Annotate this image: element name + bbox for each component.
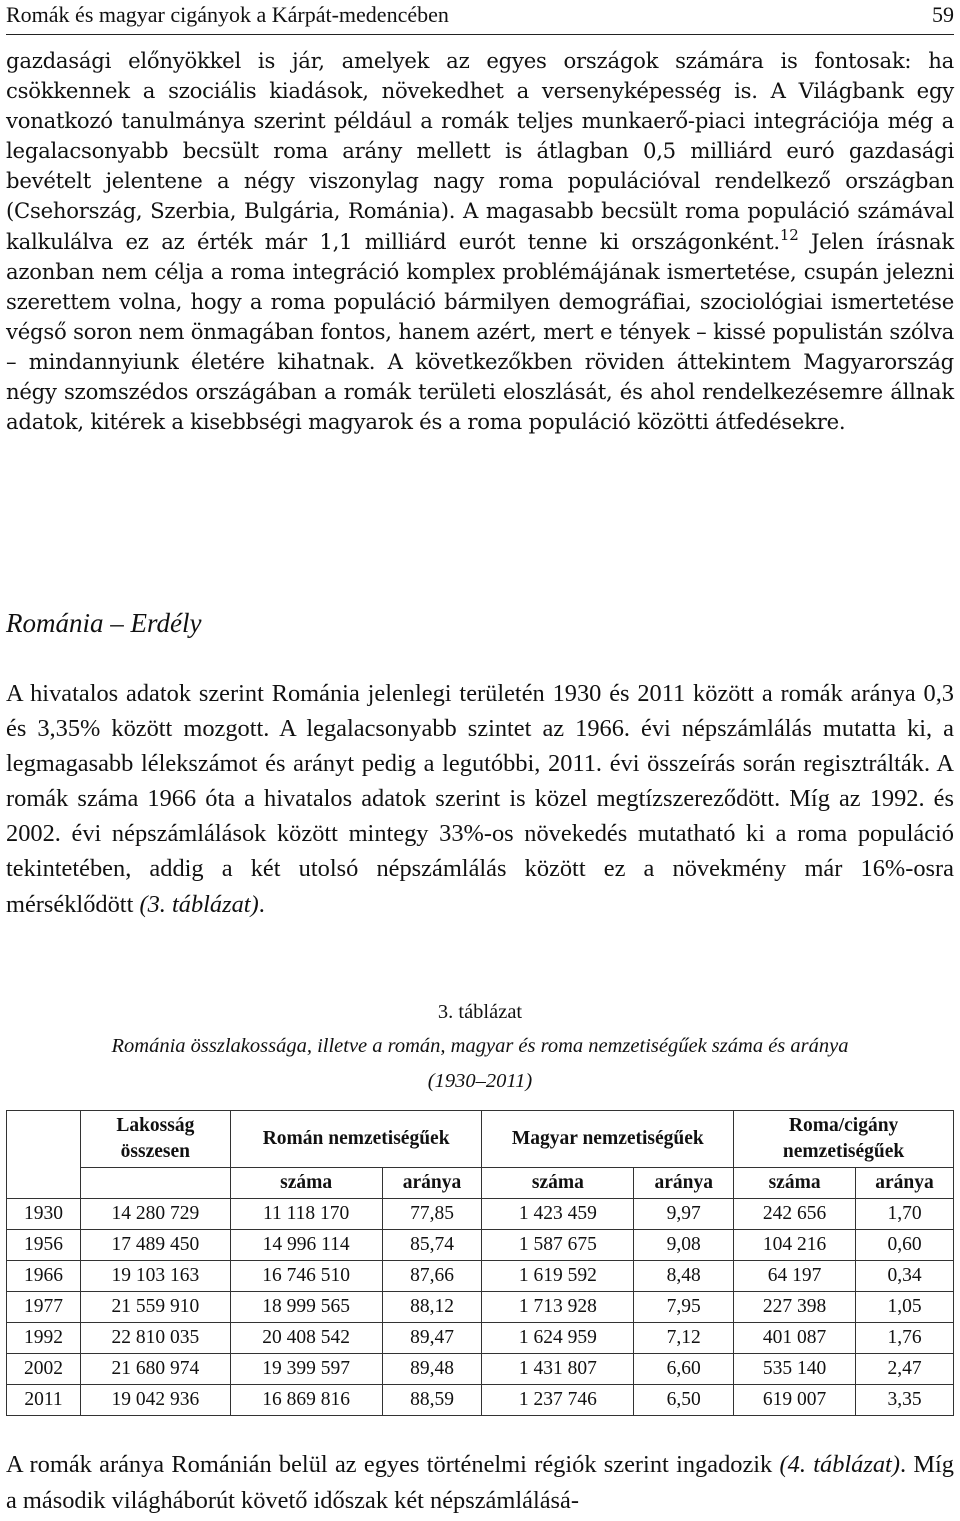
roma-header-line-2: nemzetiségűek: [782, 1141, 905, 1162]
table-cell: 7,12: [634, 1323, 734, 1354]
table-row: [7, 1385, 954, 1416]
table-reference: (3. táblázat): [139, 890, 259, 918]
table-cell: 77,85: [382, 1199, 482, 1230]
table-cell: 1 624 959: [482, 1323, 634, 1354]
table-cell: 8,48: [634, 1261, 734, 1292]
table-cell: 242 656: [734, 1199, 856, 1230]
table-cell: 6,50: [634, 1385, 734, 1416]
table-row: [7, 1230, 954, 1261]
table-cell: 1 587 675: [482, 1230, 634, 1261]
table-cell: 64 197: [734, 1261, 856, 1292]
table-cell-year: 1992: [7, 1323, 81, 1354]
population-table: [6, 1110, 954, 1416]
table-cell: 1 237 746: [482, 1385, 634, 1416]
table-caption-line-2: (1930–2011): [427, 1070, 533, 1092]
subheader-roma-share: aránya: [856, 1168, 954, 1199]
body-paragraph-1: [6, 46, 954, 437]
table-cell: 3,35: [856, 1385, 954, 1416]
table-cell: 619 007: [734, 1385, 856, 1416]
page-number: 59: [932, 2, 954, 27]
table-cell: 14 996 114: [230, 1230, 382, 1261]
roma-header-line-1: Roma/cigány: [788, 1115, 899, 1136]
table-cell: 0,60: [856, 1230, 954, 1261]
section-heading: Románia – Erdély: [6, 608, 202, 638]
table-cell: 19 399 597: [230, 1354, 382, 1385]
table-body: [7, 1199, 954, 1416]
table-cell: 21 559 910: [80, 1292, 230, 1323]
table-cell: 1,70: [856, 1199, 954, 1230]
total-header-line-1: Lakosság: [116, 1115, 195, 1136]
paragraph-1-continuation: Jelen írásnak azonban nem célja a roma integráció komplex problémájának ismertetése, csupán jelezni szerettem volna, hogy a roma populáció bármilyen demográfiai, szociológiai ismertetése végső soron nem önmagában fontos, hanem azért, mert e tények – kissé populistán szólva – mindannyiunk életére kihatnak. A következőkben röviden áttekintem Magyarország négy szomszédos országában a romák területi eloszlását, és ahol rendelkezésemre állnak adatok, kitérek a kisebbségi magyarok és a roma populáció közötti átfedésekre.: [6, 228, 954, 435]
table-cell: 1 619 592: [482, 1261, 634, 1292]
table-cell: 401 087: [734, 1323, 856, 1354]
table-cell-year: 2011: [7, 1385, 81, 1416]
table-cell: 18 999 565: [230, 1292, 382, 1323]
table-subheader-row: [7, 1168, 954, 1199]
table-number: 3. táblázat: [437, 1001, 523, 1023]
table-cell-year: 1977: [7, 1292, 81, 1323]
year-header: [7, 1111, 81, 1199]
subheader-hungarian-share: aránya: [634, 1168, 734, 1199]
running-title: Romák és magyar cigányok a Kárpát-medencében: [6, 2, 449, 27]
table-cell: 7,95: [634, 1292, 734, 1323]
table-cell: 9,08: [634, 1230, 734, 1261]
table-cell: 16 869 816: [230, 1385, 382, 1416]
table-cell: 2,47: [856, 1354, 954, 1385]
table-row: [7, 1292, 954, 1323]
table-cell: 20 408 542: [230, 1323, 382, 1354]
paragraph-1-text: gazdasági előnyökkel is jár, amelyek az egyes országok számára is fontosak: ha csökkennek a szociális kiadások, növekedhet a versenyképesség is. A Világbank egy vonatkozó tanulmánya szerint például a romák teljes munkaerő-piaci integrációja még a legalacsonyabb becsült roma arány mellett is átlagban 0,5 milliárd euró gazdasági bevételt jelentene a négy viszonylag nagy roma populációval rendelkező országban (Csehország, Szerbia, Bulgária, Románia). A magasabb becsült roma populáció számával kalkulálva ez az érték már 1,1 milliárd eurót tenne ki országonként.: [6, 48, 954, 254]
table-cell-year: 2002: [7, 1354, 81, 1385]
body-paragraph-2: [6, 676, 954, 922]
table-cell: 227 398: [734, 1292, 856, 1323]
table-row: [7, 1323, 954, 1354]
table-caption: [30, 1029, 930, 1099]
subheader-hungarian-count: száma: [482, 1168, 634, 1199]
table-cell: 6,60: [634, 1354, 734, 1385]
table-cell: 16 746 510: [230, 1261, 382, 1292]
roma-header: [734, 1111, 954, 1168]
table-cell: 1 431 807: [482, 1354, 634, 1385]
body-paragraph-3: [6, 1447, 954, 1518]
table-cell: 88,12: [382, 1292, 482, 1323]
table-cell: 535 140: [734, 1354, 856, 1385]
table-cell: 0,34: [856, 1261, 954, 1292]
table-cell: 85,74: [382, 1230, 482, 1261]
table-reference-4: (4. táblázat): [779, 1451, 900, 1478]
hungarian-header: Magyar nemzetiségűek: [482, 1111, 734, 1168]
table-cell: 9,97: [634, 1199, 734, 1230]
paragraph-3-continuation: . Míg a második világháborút követő időszak két népszámlálásá-: [6, 1451, 954, 1514]
subheader-roma-count: száma: [734, 1168, 856, 1199]
table-cell-year: 1930: [7, 1199, 81, 1230]
table-cell-year: 1966: [7, 1261, 81, 1292]
paragraph-2-text: A hivatalos adatok szerint Románia jelenlegi területén 1930 és 2011 között a romák aránya 0,3 és 3,35% között mozgott. A legalacsonyabb szintet az 1966. évi népszámlálás mutatta ki, a legmagasabb lélekszámot és arányt pedig a legutóbbi, 2011. évi összeírás során regisztrálták. A romák száma 1966 óta a hivatalos adatok szerint is közel megtízszereződött. Míg az 1992. és 2002. évi népszámlálások között mintegy 33%-os növekedés mutatható ki a roma populáció tekintetében, addig a két utolsó népszámlálás között ez a növekmény már 16%-osra mérséklődött: [6, 680, 954, 918]
running-header: [6, 0, 954, 35]
paragraph-2-end: .: [258, 890, 265, 918]
table-cell: 17 489 450: [80, 1230, 230, 1261]
table-cell: 22 810 035: [80, 1323, 230, 1354]
document-page: [6, 0, 954, 1521]
table-cell: 87,66: [382, 1261, 482, 1292]
table-cell: 11 118 170: [230, 1199, 382, 1230]
table-cell: 14 280 729: [80, 1199, 230, 1230]
table-cell: 89,47: [382, 1323, 482, 1354]
table-caption-line-1: Románia összlakossága, illetve a román, magyar és roma nemzetiségűek száma és aránya: [111, 1035, 849, 1057]
total-header-line-2: összesen: [120, 1141, 190, 1162]
table-cell-year: 1956: [7, 1230, 81, 1261]
subheader-romanian-count: száma: [230, 1168, 382, 1199]
table-cell: 1 423 459: [482, 1199, 634, 1230]
table-cell: 1,05: [856, 1292, 954, 1323]
table-row: [7, 1261, 954, 1292]
table-cell: 1 713 928: [482, 1292, 634, 1323]
table-cell: 21 680 974: [80, 1354, 230, 1385]
table-cell: 88,59: [382, 1385, 482, 1416]
table-row: [7, 1199, 954, 1230]
subheader-romanian-share: aránya: [382, 1168, 482, 1199]
table-cell: 89,48: [382, 1354, 482, 1385]
footnote-marker[interactable]: 12: [779, 225, 799, 244]
romanian-header: Román nemzetiségűek: [230, 1111, 482, 1168]
table-cell: 19 042 936: [80, 1385, 230, 1416]
total-population-header: [80, 1111, 230, 1168]
table-cell: 19 103 163: [80, 1261, 230, 1292]
table-cell: 1,76: [856, 1323, 954, 1354]
table-row: [7, 1354, 954, 1385]
total-subheader: [80, 1168, 230, 1199]
table-header-row: [7, 1111, 954, 1168]
paragraph-3-text: A romák aránya Románián belül az egyes történelmi régiók szerint ingadozik: [6, 1451, 780, 1478]
table-cell: 104 216: [734, 1230, 856, 1261]
